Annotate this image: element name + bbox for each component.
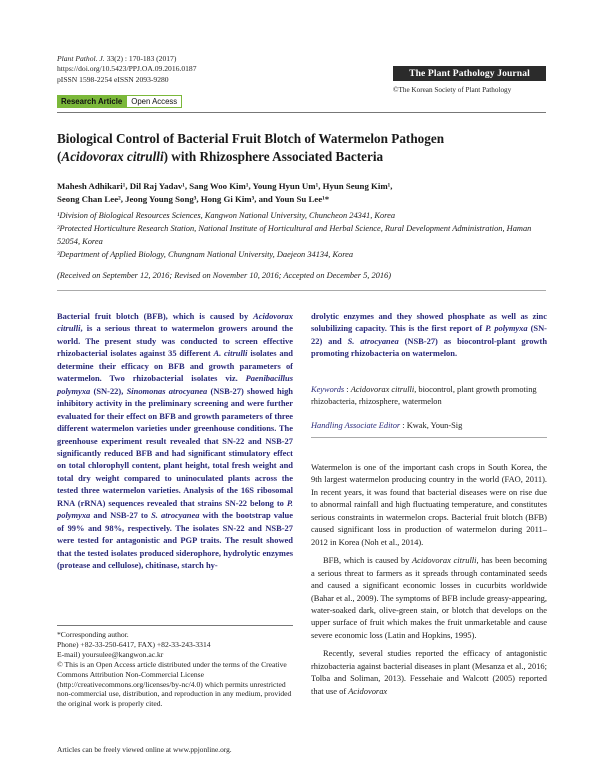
citation-line [57,54,197,64]
abstract-text: (NSB-27) showed high inhibitory activity in the preliminary screening and were further evaluated for their effect on BFB and growth parameters of three different watermelon varieties under greenhouse conditions. The greenhouse experiment result revealed that SN-22 and NSB-27 significantly reduced BFB and had significant stimulatory effect on total chlorophyll content, plant height, total fresh weight and total dry weight compared to uninoculated plants across the tested three watermelon varieties. Analysis of the 16S ribosomal RNA (rRNA) sequences revealed that strains SN-22 belong to [57,385,294,508]
affiliation-2: ²Protected Horticulture Research Station, National Institute of Horticultural and Herbal Science, Rural Development Administration, Haman 52054, Korea [57,224,532,246]
keywords [311,384,547,409]
journal-name-banner: The Plant Pathology Journal [393,66,546,81]
keywords-label: Keywords [311,385,345,394]
handling-editor-name: Kwak, Youn-Sig [406,421,463,430]
issn-line: pISSN 1598-2254 eISSN 2093-9280 [57,74,169,84]
keywords-sep: : [344,385,351,394]
corresponding-author: *Corresponding author. [57,630,129,639]
body-paragraph-1: Watermelon is one of the important cash crops in South Korea, the 9th largest watermelon producing country in the world (FAO, 2011). In recent years, it was found that bacterial diseases were on rise due to abnormal rainfall and high fluctuating temperature, and constitutes serious constraints in watermelon crops. Bacterial fruit blotch (BFB) caused significant loss in production of watermelon during 2011–2012 in Korea (Noh et al., 2014). [311,462,547,547]
section-divider [57,290,546,291]
citation-header [57,54,197,85]
volume-pages: 33(2) : 170-183 (2017) [104,54,177,63]
article-badges [57,95,182,108]
abstract-text: (SN-22), [90,385,127,396]
abstract-italic: S. atrocyanea [347,335,399,346]
footnote [57,630,293,709]
abstract-italic: P. polymyxa [57,497,293,521]
title-line-2 [57,148,552,166]
handling-editor-label: Handling Associate Editor [311,421,401,430]
abstract-text: , is a serious threat to watermelon growers around the world. The present study was conducted to screen effective rhizobacterial isolates against 35 different [57,323,293,359]
doi-link[interactable]: https://doi.org/10.5423/PPJ.OA.09.2016.0187 [57,64,197,74]
abstract-italic: Acidovorax citrulli [57,311,293,334]
contact-email[interactable]: E-mail) yoursulee@kangwon.ac.kr [57,649,164,659]
abstract-italic: Sinomonas atrocyanea [126,385,208,396]
body-column-right [311,461,547,703]
abstract-italic: A. citrulli [213,348,248,359]
abstract-text: Bacterial fruit blotch (BFB), which is caused by [57,311,254,321]
abstract-text: and NSB-27 to [90,510,152,521]
abstract-column-left [57,310,293,572]
abstract-text: (NSB-27) as biocontrol-plant growth promoting rhizobacteria on watermelon. [311,335,548,359]
abstract-text: drolytic enzymes and they showed phosphate as well as zinc solubilizing capacity. This is the first report of [311,311,547,334]
abstract-text: isolates and determine their efficacy on BFB and growth parameters of watermelon. Two rhizobacterial isolates viz. [57,348,293,384]
affiliation-1: ¹Division of Biological Resources Sciences, Kangwon National University, Chuncheon 24341, Korea [57,211,396,220]
abstract-text: with the bootstrap value of 99% and 98%, respectively. The isolates SN-22 and NSB-27 were tested for antagonistic and PGP traits. The result showed that the tested isolates produced siderophore, hydrolytic enzymes (protease and cellulose), chitinase, starch hy- [57,510,293,571]
body-italic: Acidovorax [348,685,388,696]
received-dates: (Received on September 12, 2016; Revised on November 10, 2016; Accepted on December 5, 2016) [57,271,392,280]
handling-editor [311,421,547,430]
authors-line-2: Seong Chan Lee², Jeong Young Song³, Hong Gi Kim³, and Youn Su Lee¹* [57,194,330,205]
contact-phone: Phone) +82-33-250-6417, FAX) +82-33-243-3314 [57,639,211,649]
title-rest: ) with Rhizosphere Associated Bacteria [163,148,384,164]
journal-abbrev: Plant Pathol. J. [57,54,105,63]
handling-editor-sep: : [400,421,407,430]
title-paren: ( [57,148,62,164]
footnote-divider [57,625,293,626]
body-paragraph-3 [311,647,547,697]
abstract-italic: Paenibacillus polymyxa [57,373,293,396]
keywords-divider [311,437,547,438]
abstract-text: (SN-22) and [311,323,547,346]
affiliation-3: ³Department of Applied Biology, Chungnam National University, Daejeon 34134, Korea [57,249,354,259]
abstract-italic: S. atrocyanea [151,510,200,521]
header-divider [57,112,546,113]
body-paragraph-2 [311,554,547,641]
body-text: Recently, several studies reported the efficacy of antagonistic rhizobacteria against bacterial diseases in plant (Mesanza et al., 2016; Tolba and Soliman, 2013). Fessehaie and Walcott (2005) reported that use of [311,648,547,696]
body-text: BFB, which is caused by [323,555,412,566]
society-copyright: ©The Korean Society of Plant Pathology [393,86,512,94]
keyword-italic: Acidovorax citrulli [350,385,415,394]
authors-line-1: Mahesh Adhikari¹, Dil Raj Yadav¹, Sang Woo Kim¹, Young Hyun Um¹, Hyun Seung Kim¹, [57,181,393,191]
body-text: , has been becoming a serious threat to farmers as it spreads through contaminated seeds and caused a significant economic losses in cucurbits worldwide (Bahar et al., 2009). The symptoms of BFB include greasy-appearing, water-soaked dark, olive-green stain, or blotch that develops on the upper surface of fruit which makes the fruit unmarketable and cause severe economic loss (Latin and Hopkins, 1995). [311,555,547,640]
title-pathogen: Acidovorax citrulli [61,148,164,164]
affiliations [57,210,552,262]
body-italic: Acidovorax citrulli [411,555,477,566]
license-text: © This is an Open Access article distributed under the terms of the Creative Commons Attribution Non-Commercial License (http://creativecommons.org/licenses/by-nc/4.0) which permits unrestricted non-commercial use, distribution, and reproduction in any medium, provided the original work is properly cited. [57,659,292,709]
open-access-badge: Open Access [126,95,182,108]
title-line-1: Biological Control of Bacterial Fruit Blotch of Watermelon Pathogen [57,131,445,146]
keywords-rest: , biocontrol, plant growth promoting rhizobacteria, rhizosphere, watermelon [311,385,537,407]
online-availability-note: Articles can be freely viewed online at www.ppjonline.org. [57,745,232,754]
author-list [57,180,552,206]
article-type-badge: Research Article [57,95,126,108]
abstract-italic: P. polymyxa [485,323,528,334]
article-title [57,130,552,165]
abstract-column-right [311,310,547,360]
